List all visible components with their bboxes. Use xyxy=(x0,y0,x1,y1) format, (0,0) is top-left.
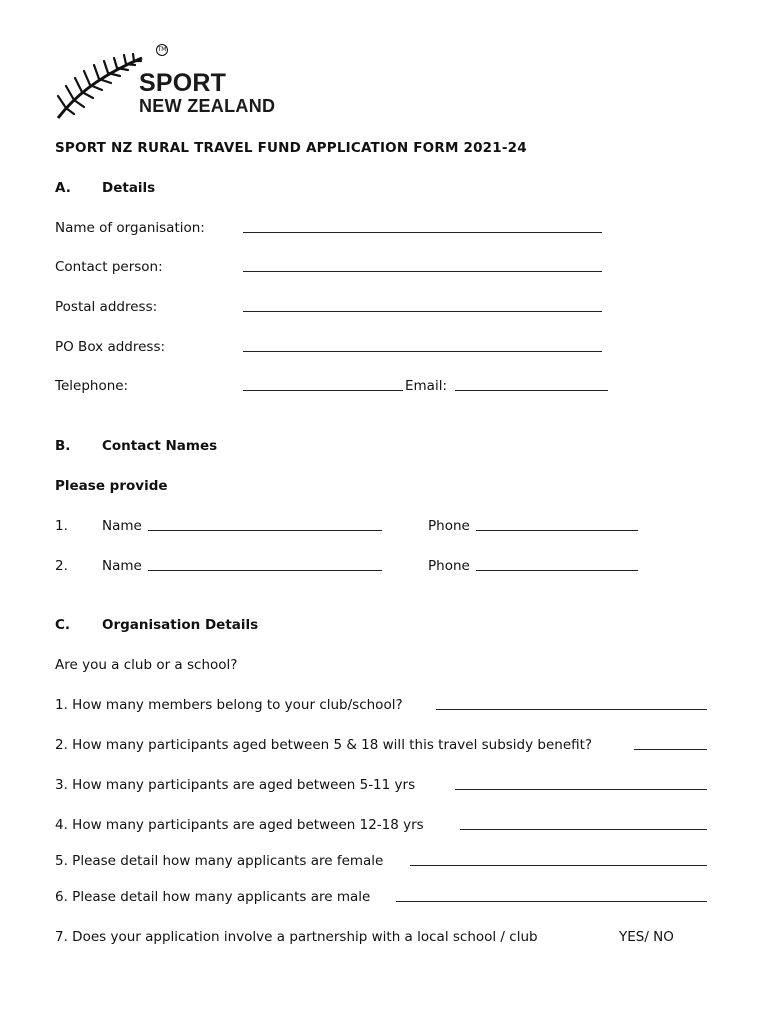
silver-fern-icon xyxy=(54,52,146,120)
contact-person-field[interactable] xyxy=(243,271,602,272)
form-title: SPORT NZ RURAL TRAVEL FUND APPLICATION FORM 2021-24 xyxy=(55,140,527,156)
contact-2-phone-field[interactable] xyxy=(476,570,638,571)
section-c-letter: C. xyxy=(55,617,71,633)
contact-1-name-label: Name xyxy=(102,518,142,534)
organisation-name-label: Name of organisation: xyxy=(55,220,205,236)
postal-address-field[interactable] xyxy=(243,311,602,312)
organisation-name-field[interactable] xyxy=(243,232,602,233)
postal-address-label: Postal address: xyxy=(55,299,158,315)
contact-2-name-field[interactable] xyxy=(148,570,382,571)
question-3-answer-field[interactable] xyxy=(455,789,707,790)
question-1-text: 1. How many members belong to your club/school? xyxy=(55,697,403,713)
question-4-text: 4. How many participants are aged between 12-18 yrs xyxy=(55,817,424,833)
question-2-answer-field[interactable] xyxy=(634,749,707,750)
contact-person-label: Contact person: xyxy=(55,259,163,275)
email-field[interactable] xyxy=(455,390,608,391)
logo-new-zealand-text: NEW ZEALAND xyxy=(139,96,276,116)
email-label: Email: xyxy=(405,378,448,394)
question-7-text: 7. Does your application involve a partnership with a local school / club xyxy=(55,929,538,945)
section-a-heading: Details xyxy=(102,180,156,196)
contact-2-number: 2. xyxy=(55,558,68,574)
question-6-answer-field[interactable] xyxy=(396,901,707,902)
contact-2-phone-label: Phone xyxy=(428,558,470,574)
question-5-text: 5. Please detail how many applicants are female xyxy=(55,853,384,869)
question-2-text: 2. How many participants aged between 5 & 18 will this travel subsidy benefit? xyxy=(55,737,593,753)
po-box-label: PO Box address: xyxy=(55,339,166,355)
question-4-answer-field[interactable] xyxy=(460,829,707,830)
question-5-answer-field[interactable] xyxy=(410,865,707,866)
telephone-field[interactable] xyxy=(243,390,403,391)
contact-1-phone-field[interactable] xyxy=(476,530,638,531)
question-3-text: 3. How many participants are aged between 5-11 yrs xyxy=(55,777,416,793)
question-7-yes-no-option[interactable]: YES/ NO xyxy=(619,929,674,945)
section-b-heading: Contact Names xyxy=(102,438,218,454)
po-box-field[interactable] xyxy=(243,351,602,352)
telephone-label: Telephone: xyxy=(55,378,129,394)
question-1-answer-field[interactable] xyxy=(436,709,707,710)
trademark-mark: TM xyxy=(156,44,168,56)
contact-1-name-field[interactable] xyxy=(148,530,382,531)
section-a-letter: A. xyxy=(55,180,71,196)
section-c-heading: Organisation Details xyxy=(102,617,259,633)
section-b-intro: Please provide xyxy=(55,478,168,494)
contact-1-phone-label: Phone xyxy=(428,518,470,534)
contact-1-number: 1. xyxy=(55,518,68,534)
section-c-intro: Are you a club or a school? xyxy=(55,657,238,673)
logo-sport-text: SPORT xyxy=(139,69,227,97)
section-b-letter: B. xyxy=(55,438,71,454)
question-6-text: 6. Please detail how many applicants are male xyxy=(55,889,371,905)
contact-2-name-label: Name xyxy=(102,558,142,574)
